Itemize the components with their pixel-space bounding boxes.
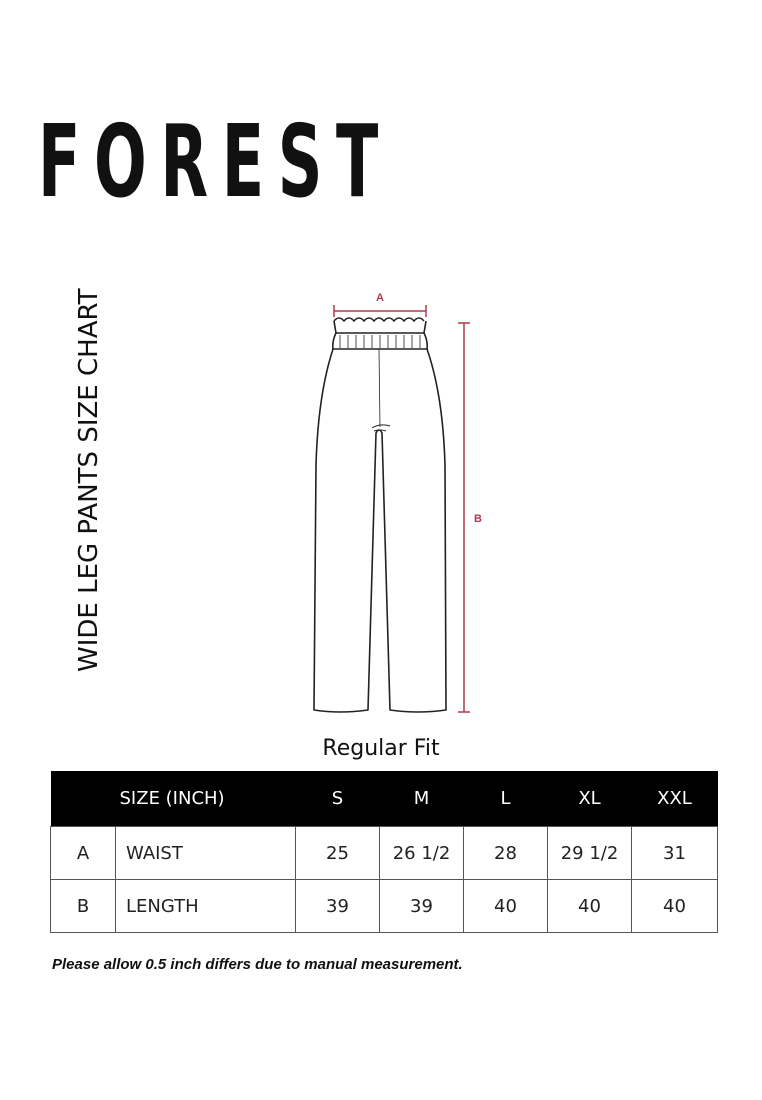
cell-value: 39 (380, 880, 464, 933)
header-l: L (464, 771, 548, 827)
waist-dimension (334, 292, 426, 317)
row-code: A (51, 827, 116, 880)
pants-diagram (300, 285, 500, 725)
header-code (51, 771, 116, 827)
cell-value: 31 (632, 827, 718, 880)
table-header-row (51, 771, 718, 827)
length-dimension (458, 323, 482, 712)
measurement-note: Please allow 0.5 inch differs due to manual measurement. (52, 956, 463, 973)
size-table (50, 771, 718, 933)
table-row (51, 827, 718, 880)
header-xl: XL (548, 771, 632, 827)
label-b: B (474, 513, 482, 525)
cell-value: 28 (464, 827, 548, 880)
cell-value: 26 1/2 (380, 827, 464, 880)
cell-value: 25 (296, 827, 380, 880)
header-xxl: XXL (632, 771, 718, 827)
row-measure: LENGTH (116, 880, 296, 933)
table-row (51, 880, 718, 933)
header-s: S (296, 771, 380, 827)
chart-title: WIDE LEG PANTS SIZE CHART (74, 288, 104, 672)
cell-value: 39 (296, 880, 380, 933)
cell-value: 40 (548, 880, 632, 933)
header-m: M (380, 771, 464, 827)
pants-outline (314, 318, 446, 712)
header-size: SIZE (INCH) (116, 771, 296, 827)
fit-label: Regular Fit (322, 736, 440, 761)
row-measure: WAIST (116, 827, 296, 880)
label-a: A (376, 292, 384, 304)
cell-value: 40 (464, 880, 548, 933)
cell-value: 29 1/2 (548, 827, 632, 880)
brand-logo: FOREST (38, 103, 392, 220)
cell-value: 40 (632, 880, 718, 933)
row-code: B (51, 880, 116, 933)
